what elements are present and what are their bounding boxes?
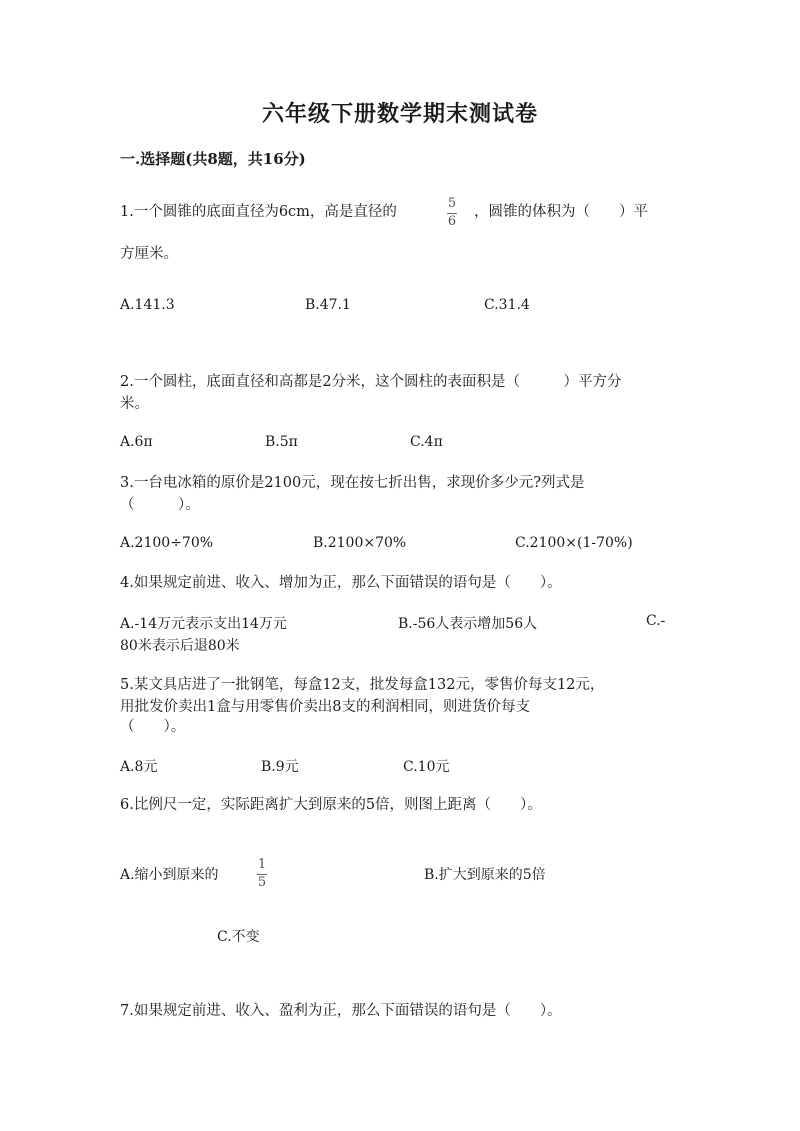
question-6-option-b[interactable]: B.扩大到原来的5倍 <box>424 867 546 883</box>
question-1-option-c[interactable]: C.31.4 <box>484 297 530 313</box>
question-5-option-b[interactable]: B.9元 <box>261 759 299 775</box>
question-6-fraction <box>257 858 267 890</box>
fraction-numerator: 1 <box>257 857 267 872</box>
question-6-option-a[interactable]: A.缩小到原来的 <box>120 867 219 883</box>
question-1-option-b[interactable]: B.47.1 <box>305 297 351 313</box>
question-5-option-a[interactable]: A.8元 <box>120 759 158 775</box>
section-heading: 一.选择题(共8题，共16分) <box>120 150 306 168</box>
page-title: 六年级下册数学期末测试卷 <box>261 101 538 127</box>
question-3-line-2: （ ）。 <box>120 497 200 513</box>
question-2-option-c[interactable]: C.4π <box>410 434 443 450</box>
question-5-option-c[interactable]: C.10元 <box>403 759 450 775</box>
question-5-line-1: 5.某文具店进了一批钢笔，每盒12支，批发每盒132元，零售价每支12元， <box>120 677 605 693</box>
question-2-line-1: 2.一个圆柱，底面直径和高都是2分米，这个圆柱的表面积是（ ）平方分 <box>120 374 622 390</box>
question-4-option-c[interactable]: C.- <box>646 613 666 629</box>
question-3-option-b[interactable]: B.2100×70% <box>313 535 407 551</box>
question-1-text-c: 方厘米。 <box>120 246 178 262</box>
fraction-numerator: 5 <box>447 196 457 211</box>
question-2-line-2: 米。 <box>120 396 149 412</box>
question-1-fraction <box>447 197 457 229</box>
question-5-line-2: 用批发价卖出1盒与用零售价卖出8支的利润相同，则进货价每支 <box>120 699 530 715</box>
question-1-text-a: 1.一个圆锥的底面直径为6cm，高是直径的 <box>120 204 397 220</box>
fraction-denominator: 6 <box>447 214 457 229</box>
question-3-option-c[interactable]: C.2100×(1-70%) <box>515 535 633 551</box>
question-7-line-1: 7.如果规定前进、收入、盈利为正，那么下面错误的语句是（ ）。 <box>120 1003 562 1019</box>
question-4-option-a[interactable]: A.-14万元表示支出14万元 <box>120 616 287 632</box>
question-1-option-a[interactable]: A.141.3 <box>120 297 175 313</box>
question-4-option-c-continued: 80米表示后退80米 <box>120 638 240 654</box>
question-6-line-1: 6.比例尺一定，实际距离扩大到原来的5倍，则图上距离（ ）。 <box>120 797 542 813</box>
question-5-line-3: （ ）。 <box>120 719 186 735</box>
question-3-line-1: 3.一台电冰箱的原价是2100元，现在按七折出售，求现价多少元?列式是 <box>120 475 585 491</box>
fraction-denominator: 5 <box>257 875 267 890</box>
question-2-option-b[interactable]: B.5π <box>265 434 298 450</box>
question-4-option-b[interactable]: B.-56人表示增加56人 <box>398 616 538 632</box>
question-1-text-b: ，圆锥的体积为（ ）平 <box>474 204 648 220</box>
question-4-line-1: 4.如果规定前进、收入、增加为正，那么下面错误的语句是（ ）。 <box>120 575 562 591</box>
question-6-option-c[interactable]: C.不变 <box>217 929 260 945</box>
question-3-option-a[interactable]: A.2100÷70% <box>120 535 214 551</box>
question-2-option-a[interactable]: A.6π <box>120 434 153 450</box>
